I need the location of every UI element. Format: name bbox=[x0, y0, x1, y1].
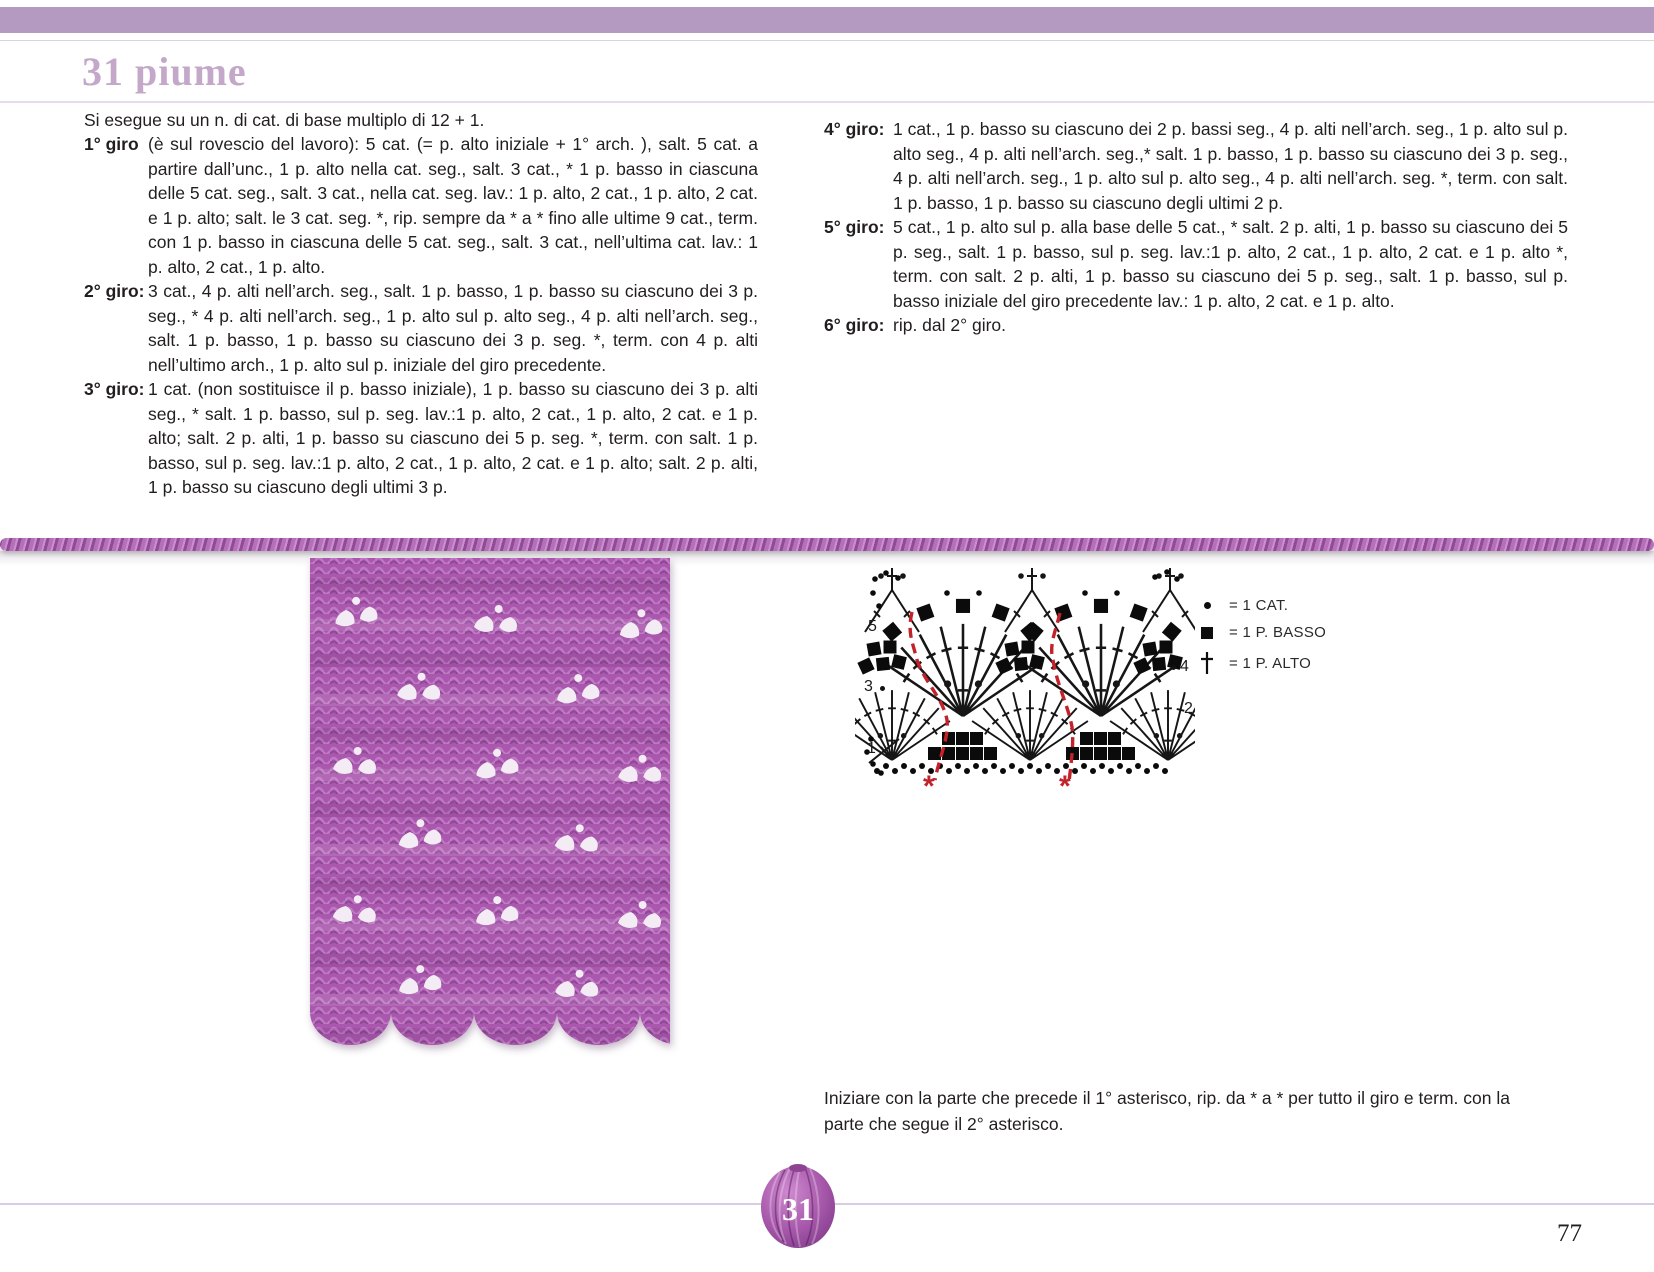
round-label: 1° giro bbox=[84, 134, 139, 154]
repeat-note: Iniziare con la parte che precede il 1° asterisco, rip. da * a * per tutto il giro e term. con la parte che segue il 2° asterisco. bbox=[824, 1088, 1510, 1134]
round-label: 6° giro: bbox=[824, 315, 885, 335]
top-accent-bar bbox=[0, 7, 1654, 33]
swatch-photo bbox=[150, 544, 670, 1084]
cross-stitch-icon bbox=[1199, 650, 1215, 676]
legend-label: = 1 P. ALTO bbox=[1229, 654, 1312, 672]
round-text: 1 cat., 1 p. basso su ciascuno dei 2 p. bassi seg., 4 p. alti nell’arch. seg., 1 p. alto sul p. alto seg., 4 p. alti nell’arch. seg.,* salt. 1 p. basso, 1 p. basso su ciascuno dei 3 p. seg., 4 p. alti nell’arch. seg., 1 p. alto sul p. alto seg., 4 p. alti nell’arch. seg. *, term. con salt. 1 p. basso, 1 p. basso su ciascuno degli ultimi 2 p. bbox=[893, 119, 1568, 213]
round-4 bbox=[824, 117, 1568, 215]
title-rule bbox=[0, 101, 1654, 103]
round-text: 5 cat., 1 p. alto sul p. alla base delle 5 cat., * salt. 2 p. alti, 1 p. basso su ciascuno dei 5 p. seg., salt. 1 p. basso, sul p. seg. lav.:1 p. alto, 2 cat., 1 p. alto, 2 cat. e 1 p. alto *, term. con salt. 2 p. alti, 1 p. basso su ciascuno dei 5 p. seg., salt. 1 p. basso, sul p. basso iniziale del giro precedente lav.: 1 p. alto, 2 cat. e 1 p. alto. bbox=[893, 217, 1568, 311]
chart-row-1: 1 bbox=[867, 740, 876, 757]
intro-text: Si esegue su un n. di cat. di base multiplo di 12 + 1. bbox=[84, 110, 485, 130]
repeat-asterisk-2: * bbox=[1059, 770, 1071, 803]
instructions-left-column bbox=[84, 132, 758, 500]
round-label: 2° giro: bbox=[84, 281, 145, 301]
chain-dot-icon bbox=[880, 686, 885, 691]
legend-row-double-crochet bbox=[1185, 646, 1326, 680]
round-label: 5° giro: bbox=[824, 217, 885, 237]
round-text: 3 cat., 4 p. alti nell’arch. seg., salt. 1 p. basso, 1 p. basso su ciascuno dei 3 p. seg., * 4 p. alti nell’arch. seg., 1 p. alto sul p. alto seg., 4 p. alti nell’arch. seg., salt. 1 p. basso, 1 p. basso su ciascuno dei 3 p. seg. *, term. con 4 p. alti nell’ultimo arch., 1 p. alto sul p. iniziale del giro precedente. bbox=[148, 281, 758, 375]
chart-row-4: 4 bbox=[1180, 658, 1189, 675]
crochet-chart bbox=[855, 563, 1195, 813]
chart-row-5: 5 bbox=[868, 618, 877, 635]
chain-dot-icon bbox=[1204, 602, 1211, 609]
chart-legend bbox=[1185, 592, 1326, 680]
top-hairline bbox=[0, 40, 1654, 41]
round-6 bbox=[824, 313, 1568, 338]
round-label: 4° giro: bbox=[824, 119, 885, 139]
yarn-ball bbox=[756, 1160, 840, 1252]
yarn-strand bbox=[0, 538, 1654, 551]
legend-row-single-crochet bbox=[1185, 619, 1326, 646]
round-text: (è sul rovescio del lavoro): 5 cat. (= p. alto iniziale + 1° arch. ), salt. 5 cat. a partire dall’unc., 1 p. alto nella cat. seg., salt. 3 cat., * 1 p. basso in ciascuna delle 5 cat. seg., salt. 3 cat., nella cat. seg. lav.: 1 p. alto, 2 cat., 1 p. alto, 2 cat. e 1 p. alto; salt. le 3 cat. seg. *, rip. sempre da * a * fino alle ultime 9 cat., term. con 1 p. basso in ciascuna delle 5 cat. seg., salt. 3 cat., nell’ultima cat. lav.: 1 p. alto, 2 cat., 1 p. alto. bbox=[148, 134, 758, 277]
legend-row-chain bbox=[1185, 592, 1326, 619]
legend-label: = 1 P. BASSO bbox=[1229, 624, 1327, 641]
round-3 bbox=[84, 377, 758, 500]
legend-label: = 1 CAT. bbox=[1229, 597, 1289, 614]
round-1 bbox=[84, 132, 758, 279]
ball-number: 31 bbox=[782, 1191, 814, 1227]
foundation-chain bbox=[874, 763, 1168, 774]
instructions-right-column bbox=[824, 117, 1568, 338]
chain-dot-icon bbox=[1171, 665, 1176, 670]
round-2 bbox=[84, 279, 758, 377]
round-label: 3° giro: bbox=[84, 379, 145, 399]
page-number: 77 bbox=[1557, 1220, 1582, 1247]
repeat-asterisk-1: * bbox=[923, 770, 935, 803]
page-title: 31 piume bbox=[82, 49, 247, 94]
round-text: 1 cat. (non sostituisce il p. basso iniziale), 1 p. basso su ciascuno dei 3 p. alti seg., * salt. 1 p. basso, sul p. seg. lav.:1 p. alto, 2 cat., 1 p. alto, 2 cat. e 1 p. alto; salt. 2 p. alti, 1 p. basso su ciascuno dei 5 p. seg. *, term. con salt. 1 p. basso, sul p. seg. lav.:1 p. alto, 2 cat., 1 p. alto, 2 cat. e 1 p. alto; salt. 2 p. alti, 1 p. basso su ciascuno degli ultimi 3 p. bbox=[148, 379, 758, 497]
filled-square-icon bbox=[1201, 627, 1213, 639]
chart-row-3: 3 bbox=[864, 678, 873, 695]
round-text: rip. dal 2° giro. bbox=[893, 315, 1007, 335]
chart-row-2: 2 bbox=[1184, 700, 1193, 717]
round-5 bbox=[824, 215, 1568, 313]
